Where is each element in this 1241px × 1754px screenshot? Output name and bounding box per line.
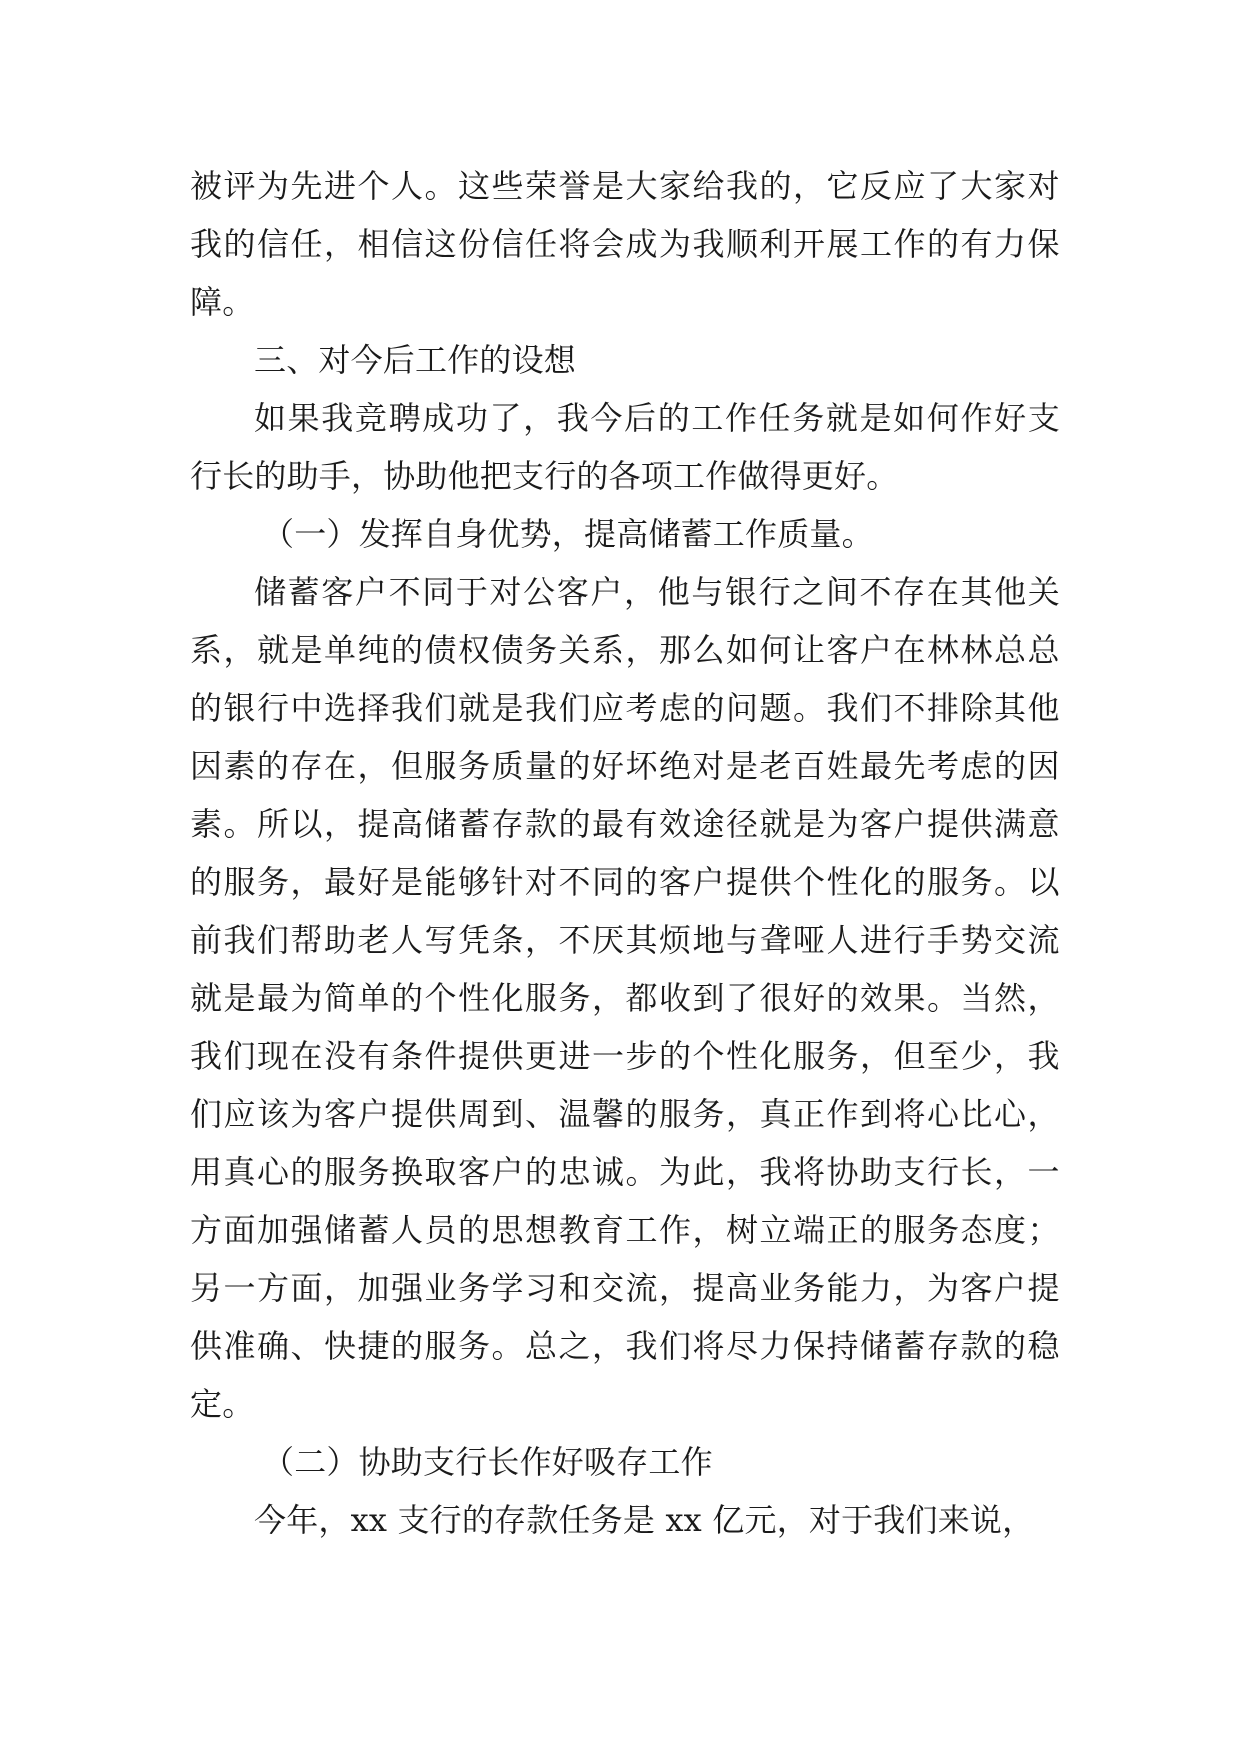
paragraph-line: 被 评 为 先 进 个 人 。 这 些 荣 誉 是 大 家 给 我 的 ， 它 反 应 了 大 家 对 <box>190 167 1060 205</box>
paragraph-line: 我 们 现 在 没 有 条 件 提 供 更 进 一 步 的 个 性 化 服 务 ， 但 至 少 ， 我 <box>190 1037 1060 1075</box>
paragraph-line: 另 一 方 面 ， 加 强 业 务 学 习 和 交 流 ， 提 高 业 务 能 力 ， 为 客 户 提 <box>190 1269 1060 1307</box>
paragraph-line: 今年，xx 支行的存款任务是 xx 亿元，对于我们来说， <box>254 1501 1035 1539</box>
paragraph-line: 我 的 信 任 ， 相 信 这 份 信 任 将 会 成 为 我 顺 利 开 展 工 作 的 有 力 保 <box>190 225 1060 263</box>
paragraph-line: 系 ， 就 是 单 纯 的 债 权 债 务 关 系 ， 那 么 如 何 让 客 户 在 林 林 总 总 <box>190 631 1060 669</box>
paragraph-line: 障。 <box>190 283 255 321</box>
paragraph-line: 的 服 务 ， 最 好 是 能 够 针 对 不 同 的 客 户 提 供 个 性 化 的 服 务 。 以 <box>190 863 1060 901</box>
paragraph-line: 定。 <box>190 1385 255 1423</box>
paragraph-line: 用 真 心 的 服 务 换 取 客 户 的 忠 诚 。 为 此 ， 我 将 协 助 支 行 长 ， 一 <box>190 1153 1060 1191</box>
paragraph-line: 行长的助手，协助他把支行的各项工作做得更好。 <box>190 457 899 495</box>
subsection-heading: （二）协助支行长作好吸存工作 <box>262 1443 713 1481</box>
subsection-heading: （一）发挥自身优势，提高储蓄工作质量。 <box>262 515 874 553</box>
paragraph-line: 素 。 所 以 ， 提 高 储 蓄 存 款 的 最 有 效 途 径 就 是 为 客 户 提 供 满 意 <box>190 805 1060 843</box>
paragraph-line: 的 银 行 中 选 择 我 们 就 是 我 们 应 考 虑 的 问 题 。 我 们 不 排 除 其 他 <box>190 689 1060 727</box>
paragraph-line: 如 果 我 竞 聘 成 功 了 ， 我 今 后 的 工 作 任 务 就 是 如 何 作 好 支 <box>254 399 1060 437</box>
paragraph-line: 前 我 们 帮 助 老 人 写 凭 条 ， 不 厌 其 烦 地 与 聋 哑 人 进 行 手 势 交 流 <box>190 921 1060 959</box>
paragraph-line: 们 应 该 为 客 户 提 供 周 到 、 温 馨 的 服 务 ， 真 正 作 到 将 心 比 心 ， <box>190 1095 1060 1133</box>
paragraph-line: 就 是 最 为 简 单 的 个 性 化 服 务 ， 都 收 到 了 很 好 的 效 果 。 当 然 ， <box>190 979 1060 1017</box>
paragraph-line: 供 准 确 、 快 捷 的 服 务 。 总 之 ， 我 们 将 尽 力 保 持 储 蓄 存 款 的 稳 <box>190 1327 1060 1365</box>
paragraph-line: 因 素 的 存 在 ， 但 服 务 质 量 的 好 坏 绝 对 是 老 百 姓 最 先 考 虑 的 因 <box>190 747 1060 785</box>
paragraph-line: 储 蓄 客 户 不 同 于 对 公 客 户 ， 他 与 银 行 之 间 不 存 在 其 他 关 <box>254 573 1060 611</box>
section-heading: 三、对今后工作的设想 <box>254 341 577 379</box>
paragraph-line: 方 面 加 强 储 蓄 人 员 的 思 想 教 育 工 作 ， 树 立 端 正 的 服 务 态 度 ； <box>190 1211 1060 1249</box>
